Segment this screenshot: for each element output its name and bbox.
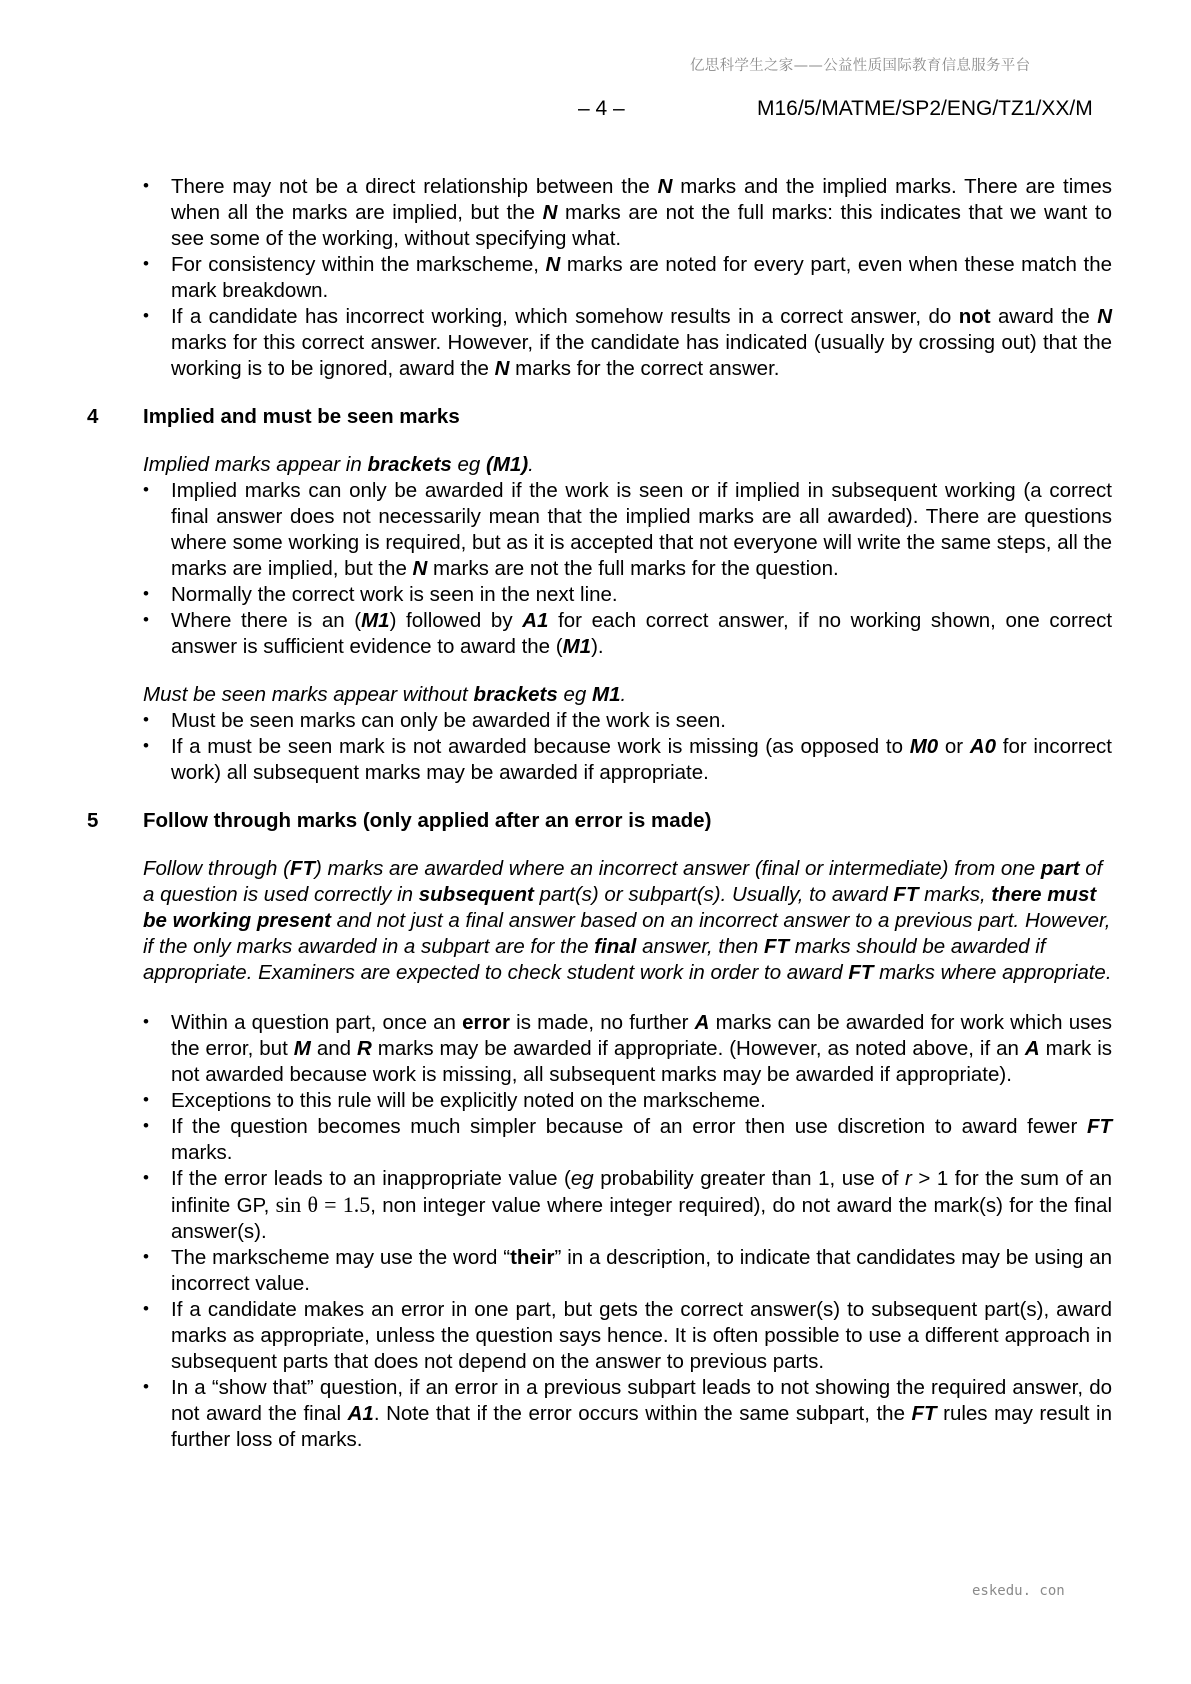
list-item: • For consistency within the markscheme, N marks are noted for every part, even when these match the mark breakdown. <box>171 252 1112 304</box>
section-title: Follow through marks (only applied after an error is made) <box>143 809 712 832</box>
section-number: 4 <box>87 405 99 428</box>
list-item: • Where there is an (M1) followed by A1 for each correct answer, if no working shown, one correct answer is sufficient evidence to award the (M1). <box>171 608 1112 660</box>
list-item: • If the error leads to an inappropriate value (eg probability greater than 1, use of r > 1 for the sum of an infinite GP, sin θ = 1.5, non integer value where integer required), do not award the mark(s) for the final answer(s). <box>171 1166 1112 1245</box>
list-item: • Normally the correct work is seen in the next line. <box>171 582 1112 608</box>
page-number: – 4 – <box>578 97 625 120</box>
implied-marks-list <box>87 478 1112 660</box>
implied-marks-intro: Implied marks appear in brackets eg (M1). <box>143 453 534 476</box>
list-item: • If a candidate makes an error in one part, but gets the correct answer(s) to subsequent part(s), award marks as appropriate, unless the question says hence. It is often possible to use a different approach in subsequent parts that does not depend on the answer to previous parts. <box>171 1297 1112 1375</box>
section-number: 5 <box>87 809 99 832</box>
list-item: • In a “show that” question, if an error in a previous subpart leads to not showing the required answer, do not award the final A1. Note that if the error occurs within the same subpart, the FT rules may result in further loss of marks. <box>171 1375 1112 1453</box>
section-title: Implied and must be seen marks <box>143 405 460 428</box>
document-reference: M16/5/MATME/SP2/ENG/TZ1/XX/M <box>757 97 1093 120</box>
must-be-seen-list <box>87 708 1112 786</box>
must-be-seen-intro: Must be seen marks appear without brackets eg M1. <box>143 683 627 706</box>
list-item: • Must be seen marks can only be awarded if the work is seen. <box>171 708 1112 734</box>
list-item: • If a must be seen mark is not awarded because work is missing (as opposed to M0 or A0 for incorrect work) all subsequent marks may be awarded if appropriate. <box>171 734 1112 786</box>
section-4-heading <box>87 404 1112 430</box>
watermark-text: 亿思科学生之家——公益性质国际教育信息服务平台 <box>690 58 1031 74</box>
list-item: • Implied marks can only be awarded if the work is seen or if implied in subsequent working (a correct final answer does not necessarily mean that the implied marks are all awarded). There are questions where some working is required, but as it is accepted that not everyone will write the same steps, all the marks are implied, but the N marks are not the full marks for the question. <box>171 478 1112 582</box>
list-item: • Within a question part, once an error is made, no further A marks can be awarded for work which uses the error, but M and R marks may be awarded if appropriate. (However, as noted above, if an A mark is not awarded because work is missing, all subsequent marks may be awarded if appropriate). <box>171 1010 1112 1088</box>
top-bullet-list <box>87 174 1112 382</box>
math-expression: sin θ = 1.5 <box>275 1192 371 1217</box>
list-item: • Exceptions to this rule will be explicitly noted on the markscheme. <box>171 1088 1112 1114</box>
follow-through-list <box>87 1010 1112 1453</box>
list-item: • There may not be a direct relationship between the N marks and the implied marks. There are times when all the marks are implied, but the N marks are not the full marks: this indicates that we want to see some of the working, without specifying what. <box>171 174 1112 252</box>
list-item: • If a candidate has incorrect working, which somehow results in a correct answer, do not award the N marks for this correct answer. However, if the candidate has indicated (usually by crossing out) that the working is to be ignored, award the N marks for the correct answer. <box>171 304 1112 382</box>
list-item: • The markscheme may use the word “their” in a description, to indicate that candidates may be using an incorrect value. <box>171 1245 1112 1297</box>
footer-site-mark: eskedu. con <box>972 1583 1065 1599</box>
page-content <box>87 174 1112 1453</box>
section-5-heading <box>87 808 1112 834</box>
list-item: • If the question becomes much simpler because of an error then use discretion to award fewer FT marks. <box>171 1114 1112 1166</box>
follow-through-paragraph: Follow through (FT) marks are awarded where an incorrect answer (final or intermediate) from one part of a question is used correctly in subsequent part(s) or subpart(s). Usually, to award FT marks, there must be working present and not just a final answer based on an incorrect answer to a previous part. However, if the only marks awarded in a subpart are for the final answer, then FT marks should be awarded if appropriate. Examiners are expected to check student work in order to award FT marks where appropriate. <box>143 857 1112 984</box>
